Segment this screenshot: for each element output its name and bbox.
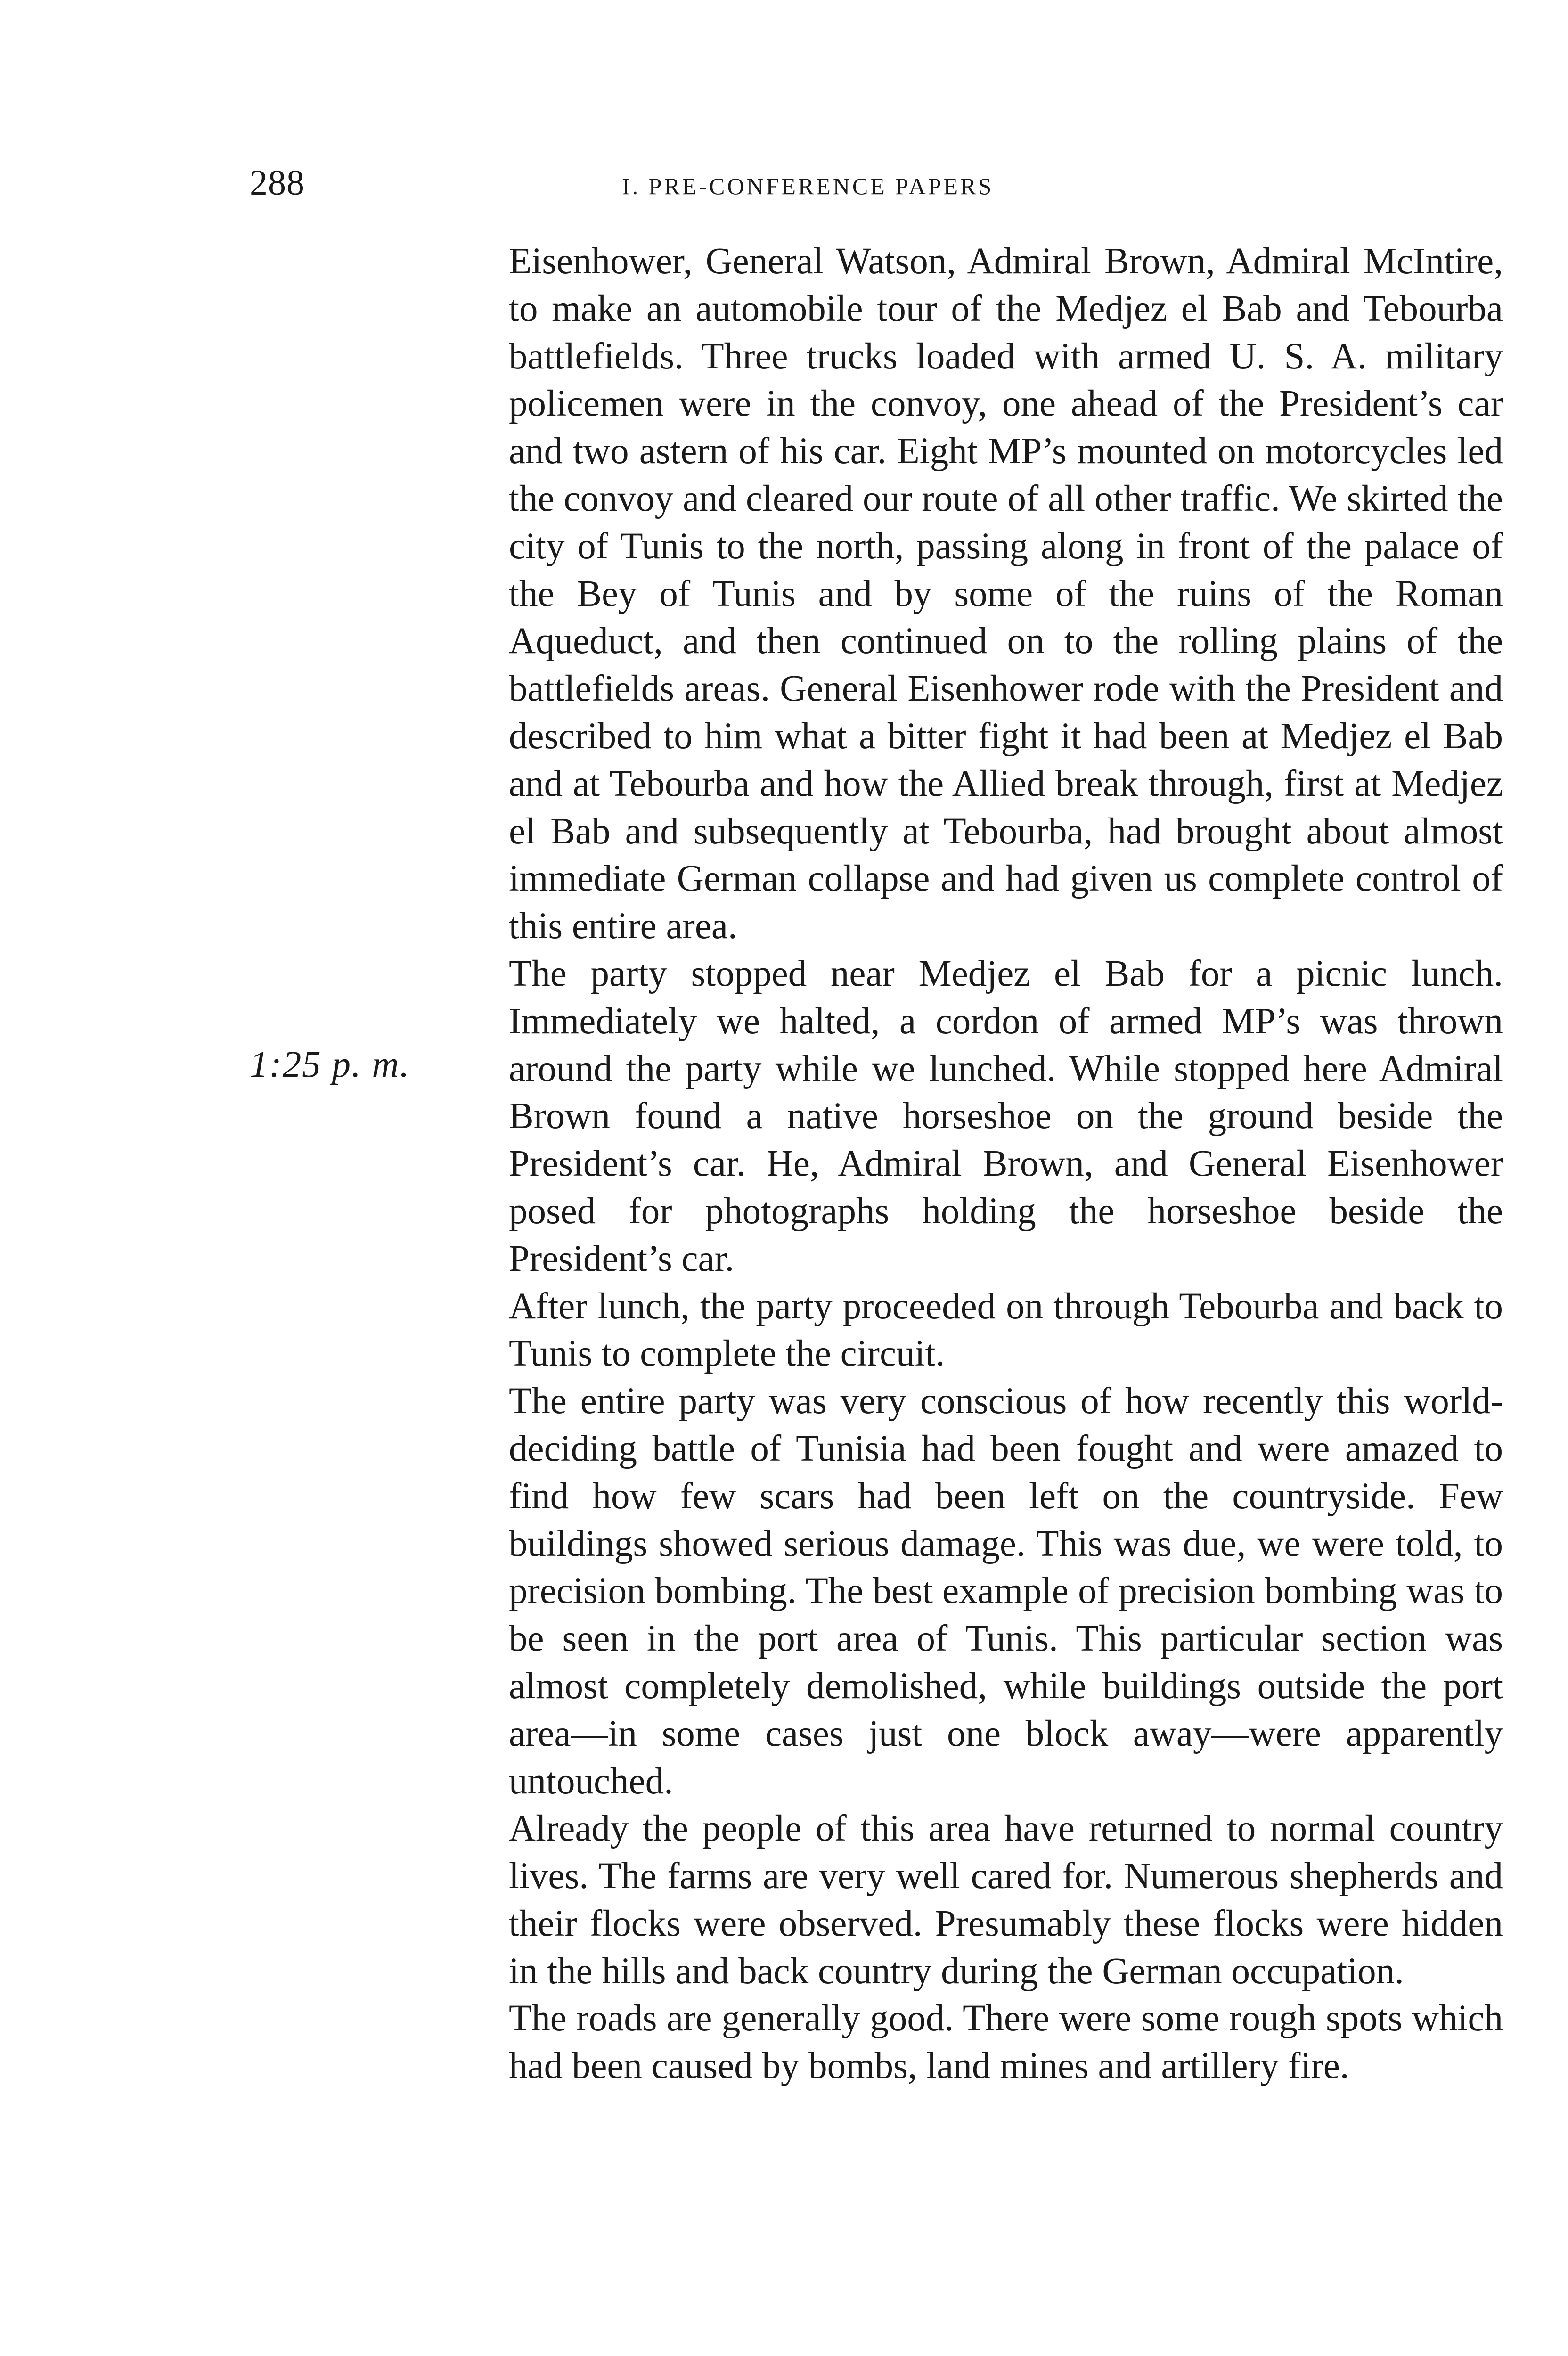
paragraph-convoy-tour: Eisenhower, General Watson, Admiral Brown, Admiral McIntire, to make an automobile tour of the Medjez el Bab and Tebourba battlefields. Three trucks loaded with armed U. S. A. military policemen were in the convoy, one ahead of the President’s car and two astern of his car. Eight MP’s mounted on motorcycles led the convoy and cleared our route of all other traffic. We skirted the city of Tunis to the north, passing along in front of the palace of the Bey of Tunis and by some of the ruins of the Roman Aqueduct, and then continued on to the rolling plains of the battlefields areas. General Eisenhower rode with the President and described to him what a bitter fight it had been at Medjez el Bab and at Tebourba and how the Allied break through, first at Medjez el Bab and subsequently at Tebourba, had brought about almost immediate German collapse and had given us complete control of this entire area.	[509, 241, 1503, 947]
paragraph-battle-scars: The entire party was very conscious of how recently this world-deciding battle of Tunisia had been fought and were amazed to find how few scars had been left on the countryside. Few buildings showed serious damage. This was due, we were told, to precision bombing. The best example of precision bombing was to be seen in the port area of Tunis. This particular section was almost completely demolished, while buildings outside the port area—in some cases just one block away—were apparently untouched.	[509, 1381, 1503, 1802]
paragraph-after-lunch: After lunch, the party proceeded on through Tebourba and back to Tunis to complete the circuit.	[509, 1285, 1503, 1374]
paragraph-picnic-lunch: The party stopped near Medjez el Bab for a picnic lunch. Immediately we halted, a cordon of armed MP’s was thrown around the party while we lunched. While stopped here Admiral Brown found a native horseshoe on the ground beside the President’s car. He, Admiral Brown, and General Eisenhower posed for photographs holding the horseshoe beside the President’s car.	[509, 953, 1503, 1279]
page-number: 288	[250, 163, 305, 203]
body-text	[509, 238, 1503, 2090]
paragraph-roads: The roads are generally good. There were some rough spots which had been caused by bombs, land mines and artillery fire.	[509, 1998, 1503, 2087]
running-head: I. PRE-CONFERENCE PAPERS	[622, 173, 994, 199]
paragraph-country-lives: Already the people of this area have returned to normal country lives. The farms are very well cared for. Numerous shepherds and their flocks were observed. Presumably these flocks were hidden in the hills and back country during the German occupation.	[509, 1808, 1503, 1992]
margin-time-note: 1:25 p. m.	[250, 1044, 410, 1085]
